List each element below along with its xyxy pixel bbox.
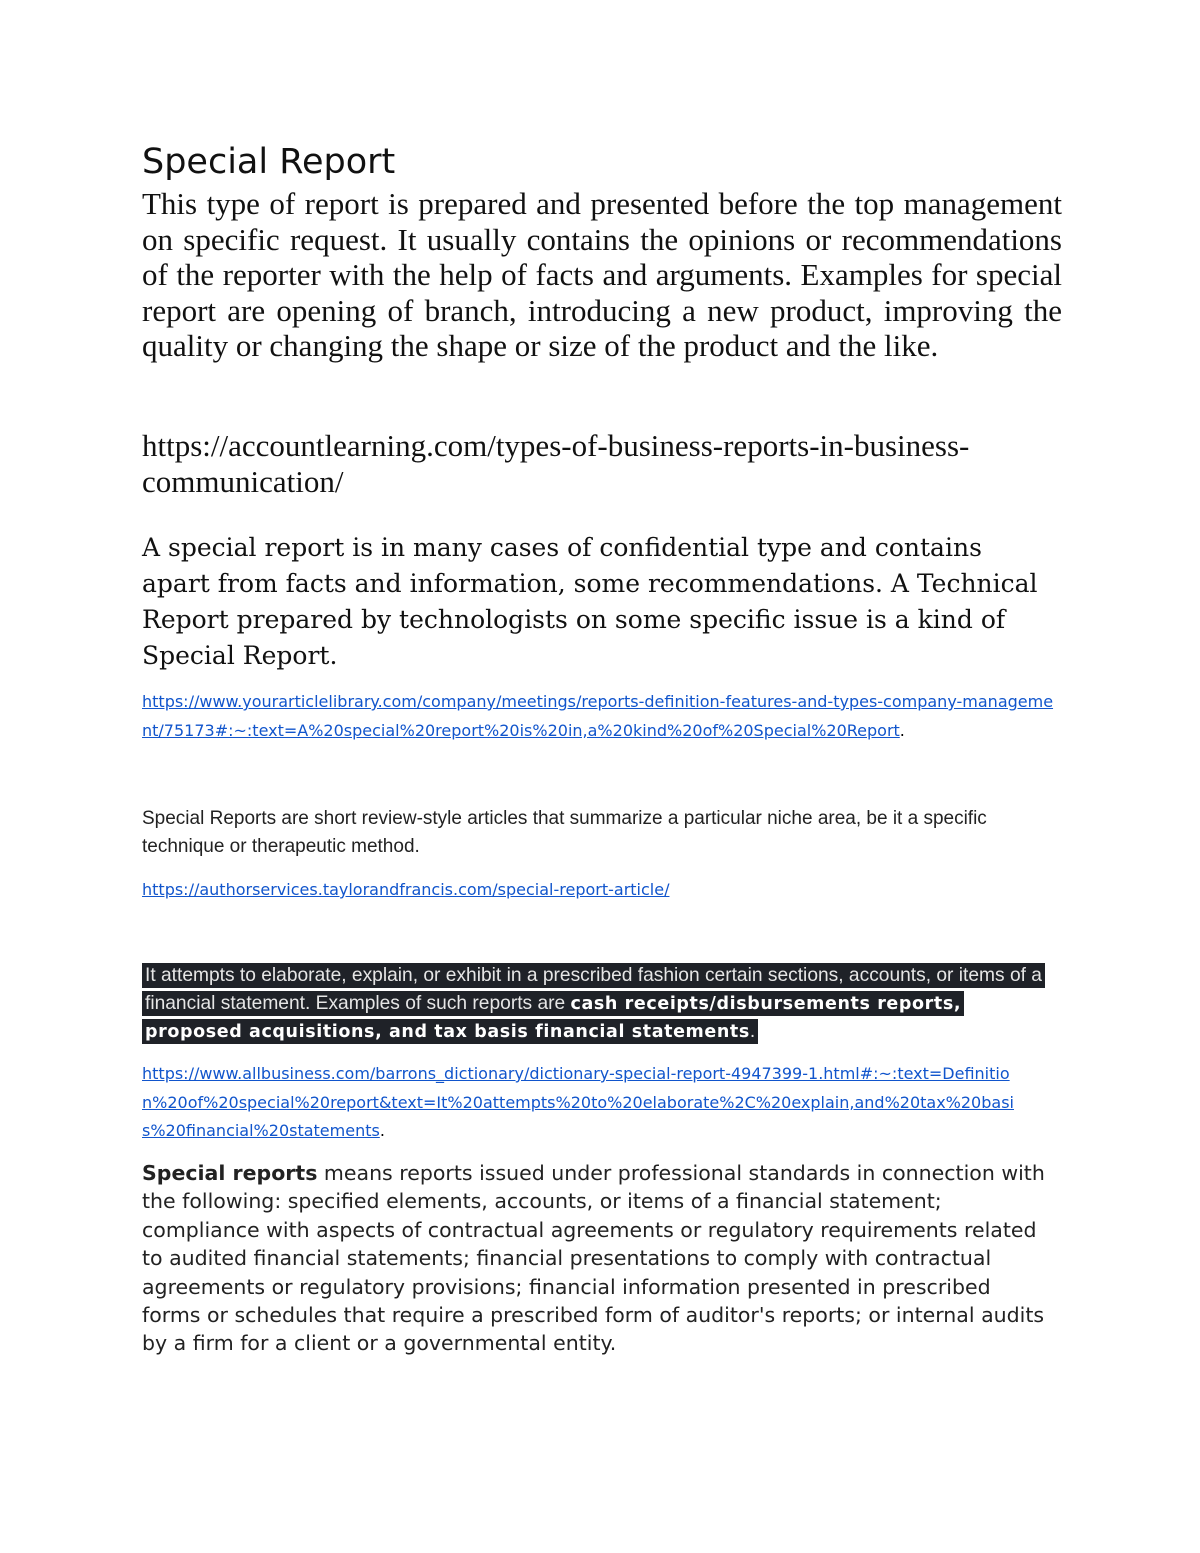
link-taylorandfrancis[interactable]: https://authorservices.taylorandfrancis.com/special-report-article/	[142, 880, 670, 899]
definition-term: Special reports	[142, 1161, 318, 1185]
link3-period: .	[379, 1121, 385, 1140]
paragraph-confidential: A special report is in many cases of confidential type and contains apart from facts and information, some recommendations. A Technical Report prepared by technologists on some specific issue is a kind of Special Report.	[142, 533, 1038, 670]
page-title: Special Report	[142, 142, 396, 182]
paragraph-review-articles: Special Reports are short review-style articles that summarize a particular niche area, be it a specific technique or therapeutic method.	[142, 808, 987, 857]
source-url-accountlearning: https://accountlearning.com/types-of-business-reports-in-business-communication/	[142, 428, 970, 499]
highlighted-plain-text: It attempts to elaborate, explain, or exhibit in a prescribed fashion certain sections, accounts, or items of a financial statement. Examples of such reports are	[145, 965, 1042, 1014]
link1-period: .	[899, 720, 905, 740]
link-allbusiness[interactable]: https://www.allbusiness.com/barrons_dictionary/dictionary-special-report-4947399-1.html#:~:text=Definition%20of%20special%20report&text=It%20attempts%20to%20elaborate%2C%20explain,and%20tax%20basis%20financial%20statements	[142, 1064, 1014, 1140]
link-paragraph-allbusiness	[142, 1060, 1022, 1146]
highlighted-end: .	[749, 1021, 756, 1042]
link-paragraph-yourarticlelibrary	[142, 688, 1057, 745]
definition-text: means reports issued under professional standards in connection with the following: specified elements, accounts, or items of a financial statement; compliance with aspects of contractual agreements or regulatory requirements related to audited financial statements; financial presentations to comply with contractual agreements or regulatory provisions; financial information presented in prescribed forms or schedules that require a prescribed form of auditor's reports; or internal audits by a firm for a client or a governmental entity.	[142, 1161, 1045, 1356]
highlighted-paragraph	[142, 962, 1060, 1046]
highlighted-bold-text: cash receipts/disbursements reports, proposed acquisitions, and tax basis financial statements	[145, 994, 962, 1042]
paragraph-definition	[142, 1159, 1047, 1358]
link-paragraph-taylorandfrancis	[142, 876, 1062, 905]
highlighted-text	[142, 963, 1045, 1044]
link-yourarticlelibrary[interactable]: https://www.yourarticlelibrary.com/company/meetings/reports-definition-features-and-types-company-management/75173#:~:text=A%20special%20report%20is%20in,a%20kind%20of%20Special%20Report	[142, 692, 1054, 740]
paragraph-intro: This type of report is prepared and presented before the top management on specific request. It usually contains the opinions or recommendations of the reporter with the help of facts and arguments. Examples for special report are opening of branch, introducing a new product, improving the quality or changing the shape or size of the product and the like.	[142, 186, 1062, 363]
